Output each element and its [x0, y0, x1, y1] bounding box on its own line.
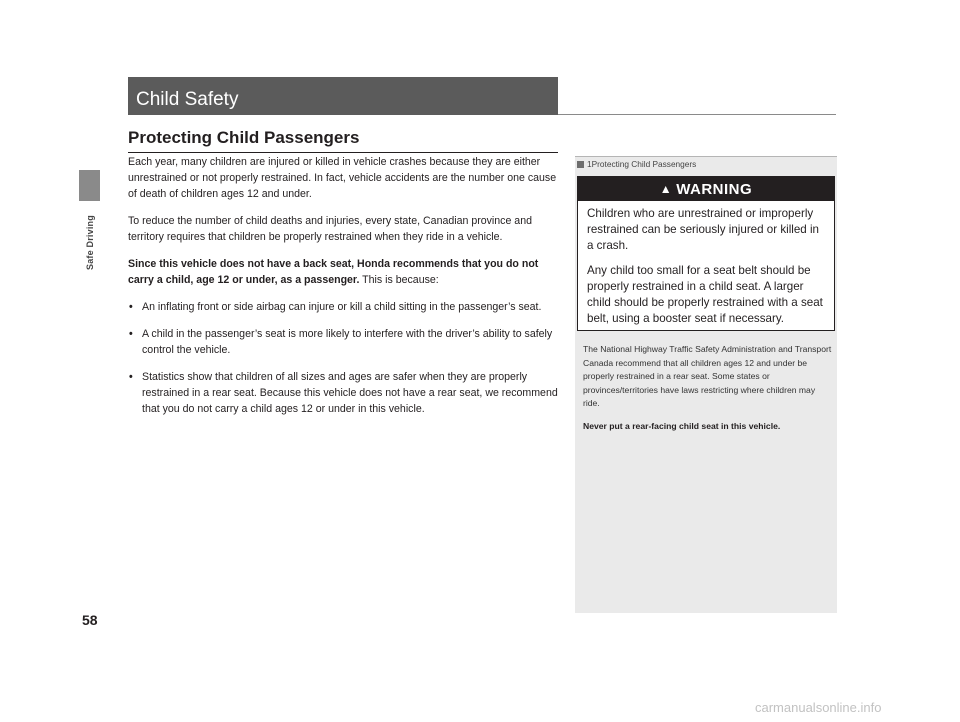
- main-body-text: [128, 154, 560, 428]
- chapter-side-tab: [79, 170, 100, 201]
- list-item: [128, 299, 560, 315]
- chapter-divider: [558, 114, 836, 115]
- warning-box: [577, 176, 835, 331]
- recommendation-tail: This is because:: [359, 274, 439, 286]
- warning-paragraph: Any child too small for a seat belt should be properly restrained in a child seat. A larger child should be properly restrained with a seat belt, using a booster seat if necessary.: [587, 264, 823, 325]
- note-text: [583, 343, 833, 443]
- note-marker-icon: [577, 161, 584, 168]
- bold-recommendation: Since this vehicle does not have a back seat, Honda recommends that you do not carry a child, age 12 or under, as a passenger.: [128, 258, 539, 286]
- page-number: 58: [82, 612, 98, 628]
- bullet-icon: •: [129, 328, 133, 340]
- warning-body: [578, 201, 834, 327]
- warning-triangle-icon: ▲: [659, 182, 673, 196]
- list-item-text: Statistics show that children of all sizes and ages are safer when they are properly restrained in a rear seat. Because this vehicle does not have a rear seat, we recommend that you do not carry a child ages 12 or under in this vehicle.: [142, 371, 558, 415]
- body-paragraph-emphasis: [128, 256, 560, 288]
- section-divider: [128, 152, 558, 153]
- side-note-column: [575, 156, 837, 613]
- note-header-number: 1: [587, 159, 592, 169]
- watermark: carmanualsonline.info: [755, 700, 882, 715]
- bullet-icon: •: [129, 301, 133, 313]
- body-paragraph: To reduce the number of child deaths and injuries, every state, Canadian province and territory requires that children be properly restrained when they ride in a vehicle.: [128, 215, 532, 243]
- list-item-text: A child in the passenger’s seat is more likely to interfere with the driver’s ability to safely control the vehicle.: [142, 328, 553, 356]
- warning-title: WARNING: [676, 180, 753, 198]
- chapter-title: Child Safety: [136, 89, 239, 110]
- section-title: Protecting Child Passengers: [128, 128, 360, 147]
- reasons-list: [128, 299, 560, 417]
- note-header-text: Protecting Child Passengers: [591, 159, 697, 169]
- warning-header: [578, 177, 834, 201]
- note-header: [575, 156, 837, 171]
- body-paragraph: Each year, many children are injured or killed in vehicle crashes because they are either unrestrained or not properly restrained. In fact, vehicle accidents are the number one cause of death of children ages 12 and under.: [128, 156, 557, 200]
- bullet-icon: •: [129, 371, 133, 383]
- note-paragraph: The National Highway Traffic Safety Administration and Transport Canada recommend that all children ages 12 and under be properly restrained in a rear seat. Some states or provinces/territories have laws restricting where children may ride.: [583, 344, 832, 409]
- list-item: [128, 326, 560, 358]
- sidebar-section-label: Safe Driving: [85, 215, 95, 271]
- chapter-header-bar: [128, 77, 558, 115]
- note-strong-paragraph: Never put a rear-facing child seat in this vehicle.: [583, 420, 781, 431]
- list-item-text: An inflating front or side airbag can injure or kill a child sitting in the passenger’s seat.: [142, 301, 542, 313]
- warning-paragraph: Children who are unrestrained or improperly restrained can be seriously injured or killed in a crash.: [587, 207, 819, 252]
- list-item: [128, 369, 560, 417]
